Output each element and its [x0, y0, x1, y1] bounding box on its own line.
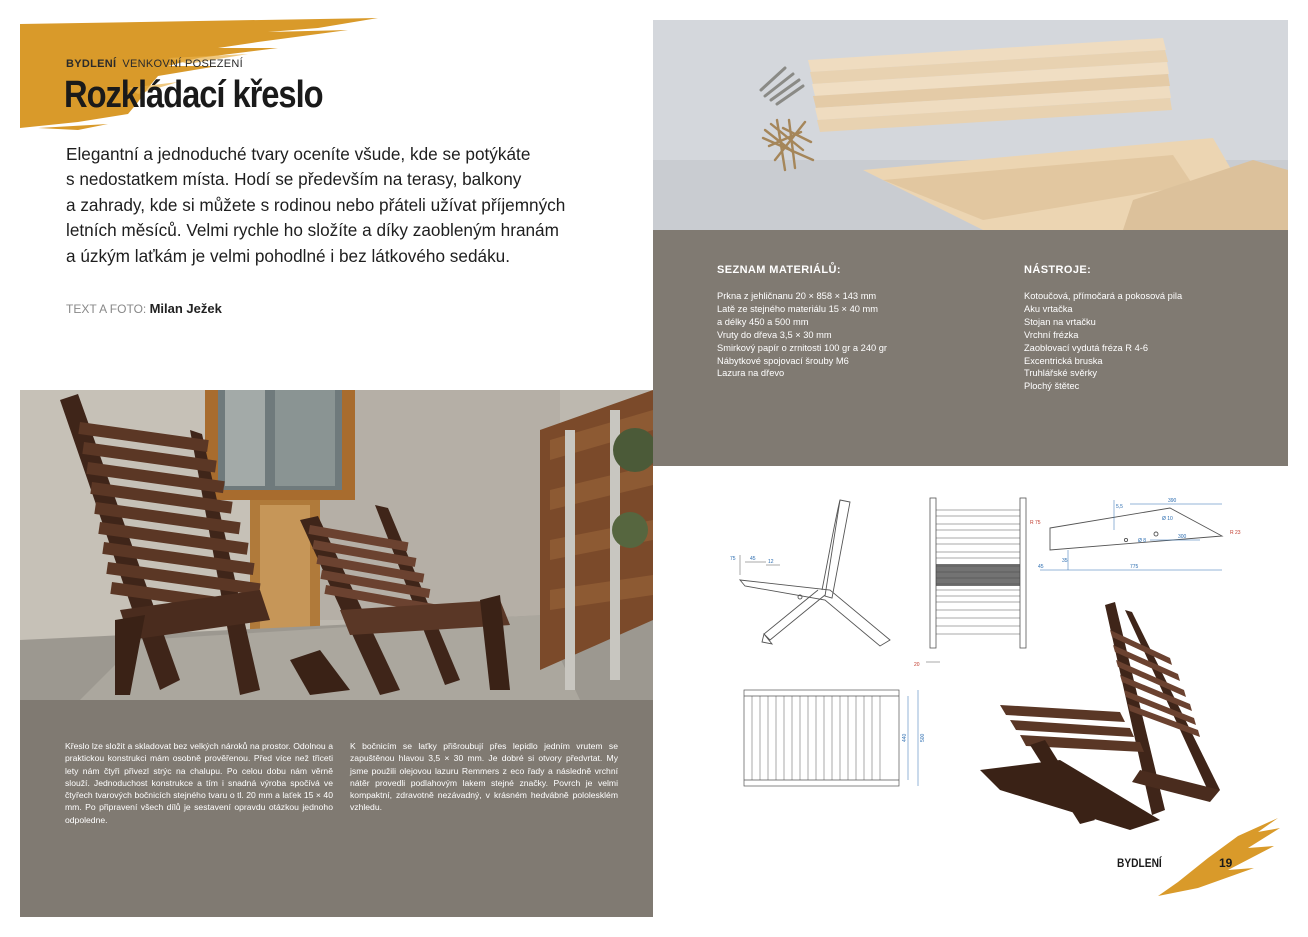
dimension-label: 300: [1178, 534, 1187, 540]
front-view-drawing: [926, 498, 1026, 662]
materials-list: [717, 290, 887, 380]
author-credit: [66, 301, 222, 316]
materials-photo: [653, 20, 1288, 230]
dimension-label: 5,5: [1116, 504, 1123, 510]
dimension-label: R 23: [1230, 530, 1241, 536]
dimension-label: 775: [1130, 564, 1139, 570]
page-number: 19: [1219, 856, 1233, 870]
dimension-label: 35: [1062, 558, 1068, 564]
balcony-chairs-photo: [20, 390, 653, 700]
dimension-label: 390: [1168, 498, 1177, 504]
caption-panel: [20, 700, 653, 917]
dimension-label: 45: [1038, 564, 1044, 570]
intro-line: Elegantní a jednoduché tvary oceníte všude, kde se potýkáte: [66, 144, 531, 164]
footer-section-label: BYDLENÍ: [1117, 856, 1162, 870]
intro-line: letních měsíců. Velmi rychle ho složíte a díky zaobleným hranám: [66, 220, 559, 241]
list-item: a délky 450 a 500 mm: [717, 316, 809, 327]
list-item: Stojan na vrtačku: [1024, 316, 1096, 327]
materials-column: [717, 264, 887, 380]
tools-heading: NÁSTROJE:: [1024, 264, 1092, 276]
tools-list: [1024, 290, 1182, 393]
dimension-label: Ø 8: [1138, 538, 1147, 544]
caption-column-1: Křeslo lze složit a skladovat bez velkých nároků na prostor. Odolnou a praktickou konstrukci mám osobně prověřenou. Před více než třiceti lety nám čtyři přivezl strýc na chalupu. Po celou dobu nám věrně slouží. Jednoduchost konstrukce a tím i snadná výroba spočívá ve čtyřech tvarových bočnicích stejného tvaru o tl. 20 mm a laťek 15 × 40 mm. Po připravení všech dílů je sestavení opravdu otázkou jednoho odpoledne.: [65, 741, 333, 825]
intro-line: s nedostatkem místa. Hodí se především na terasy, balkony: [66, 169, 522, 190]
list-item: Kotoučová, přímočará a pokosová pila: [1024, 291, 1183, 301]
dimension-label: 45: [750, 556, 756, 562]
credit-author: Milan Ježek: [149, 301, 222, 316]
dimension-label: 500: [920, 733, 926, 742]
dimension-label: 440: [902, 733, 908, 742]
technical-drawings: [700, 490, 1260, 850]
dimension-label: 75: [730, 556, 736, 562]
subsection-label: VENKOVNÍ POSEZENÍ: [122, 58, 244, 70]
side-view-drawing: [740, 500, 890, 646]
caption-column-2: K bočnicím se laťky přišroubují přes lepidlo jedním vrutem se zapuštěnou hlavou 3,5 × 30 mm. Je dobré si otvory předvrtat. My jsme použili olejovou lazuru Remmers z eco řady a následně vrchní nátěr provedli podlahovým lakem stejné značky. Povrch je velmi kompaktní, zdravotně nezávadný, v krásném hedvábně pololesklém vzhledu.: [350, 741, 618, 813]
intro-paragraph: [66, 142, 626, 269]
materials-heading: SEZNAM MATERIÁLŮ:: [717, 264, 841, 276]
section-label: BYDLENÍ: [66, 58, 117, 70]
list-item: Lazura na dřevo: [717, 368, 785, 379]
list-item: Nábytkové spojovací šrouby M6: [717, 355, 849, 366]
dimension-label: 12: [768, 559, 774, 565]
list-item: Latě ze stejného materiálu 15 × 40 mm: [717, 303, 878, 314]
list-item: Smirkový papír o zrnitosti 100 gr a 240 gr: [717, 342, 888, 353]
credit-label: TEXT A FOTO:: [66, 302, 147, 316]
dimension-label: Ø 10: [1162, 516, 1173, 522]
list-item: Zaoblovací vydutá fréza R 4-6: [1024, 342, 1149, 353]
dimension-label: R 75: [1030, 520, 1041, 526]
list-item: Plochý štětec: [1024, 381, 1080, 392]
list-item: Excentrická bruska: [1024, 355, 1103, 366]
dimension-label: 20: [914, 662, 920, 668]
list-item: Vruty do dřeva 3,5 × 30 mm: [717, 329, 832, 340]
list-item: Truhlářské svěrky: [1024, 368, 1098, 379]
materials-panel: [653, 230, 1288, 466]
section-kicker: [66, 58, 243, 70]
intro-line: a zahrady, kde si můžete s rodinou nebo přáteli užívat příjemných: [66, 194, 566, 215]
article-title: Rozkládací křeslo: [64, 74, 323, 116]
tools-column: [1024, 264, 1182, 393]
top-view-drawing: [744, 690, 918, 786]
chair-3d-render: [980, 602, 1220, 830]
list-item: Prkna z jehličnanu 20 × 858 × 143 mm: [717, 291, 877, 301]
list-item: Aku vrtačka: [1024, 303, 1073, 314]
list-item: Vrchní frézka: [1024, 329, 1079, 340]
intro-line: a úzkým laťkám je velmi pohodlné i bez látkového sedáku.: [66, 245, 511, 266]
